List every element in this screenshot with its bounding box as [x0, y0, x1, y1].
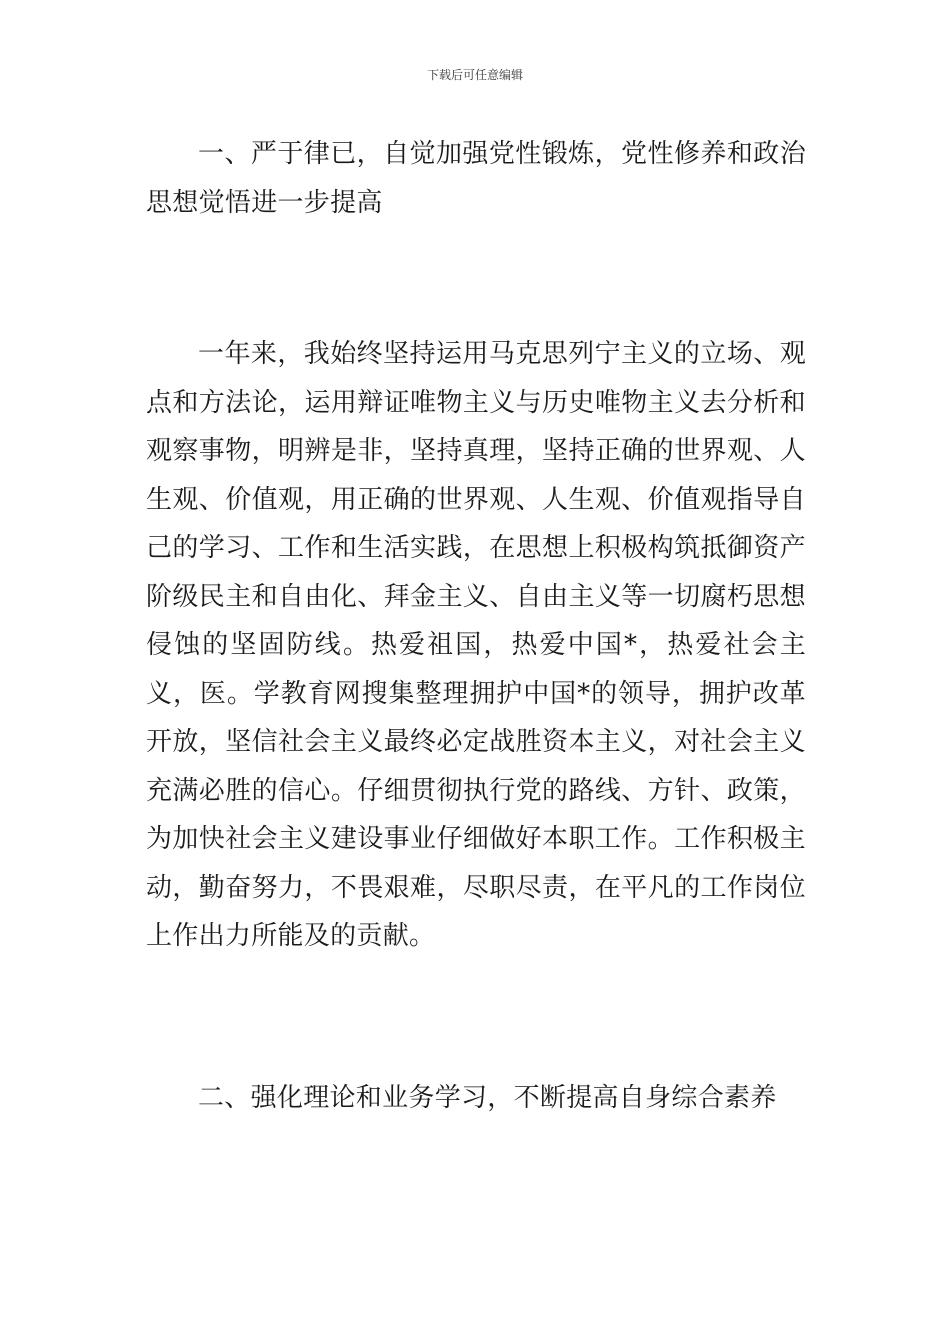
header-note: 下载后可任意编辑 — [426, 68, 523, 82]
section-heading-1: 一、严于律已，自觉加强党性锻炼，党性修养和政治思想觉悟进一步提高 — [146, 139, 806, 218]
section-heading-2: 二、强化理论和业务学习，不断提高自身综合素养 — [198, 1083, 777, 1113]
body-paragraph-1: 一年来，我始终坚持运用马克思列宁主义的立场、观点和方法论，运用辩证唯物主义与历史唯物主义去分析和观察事物，明辨是非，坚持真理，坚持正确的世界观、人生观、价值观，用正确的世界观、人生观、价值观指导自己的学习、工作和生活实践，在思想上积极构筑抵御资产阶级民主和自由化、拜金主义、自由主义等一切腐朽思想侵蚀的坚固防线。热爱祖国，热爱中国*，热爱社会主义，医。学教育网搜集整理拥护中国*的领导，拥护改革开放，坚信社会主义最终必定战胜资本主义，对社会主义充满必胜的信心。仔细贯彻执行党的路线、方针、政策，为加快社会主义建设事业仔细做好本职工作。工作积极主动，勤奋努力，不畏艰难，尽职尽责，在平凡的工作岗位上作出力所能及的贡献。 — [146, 339, 806, 951]
